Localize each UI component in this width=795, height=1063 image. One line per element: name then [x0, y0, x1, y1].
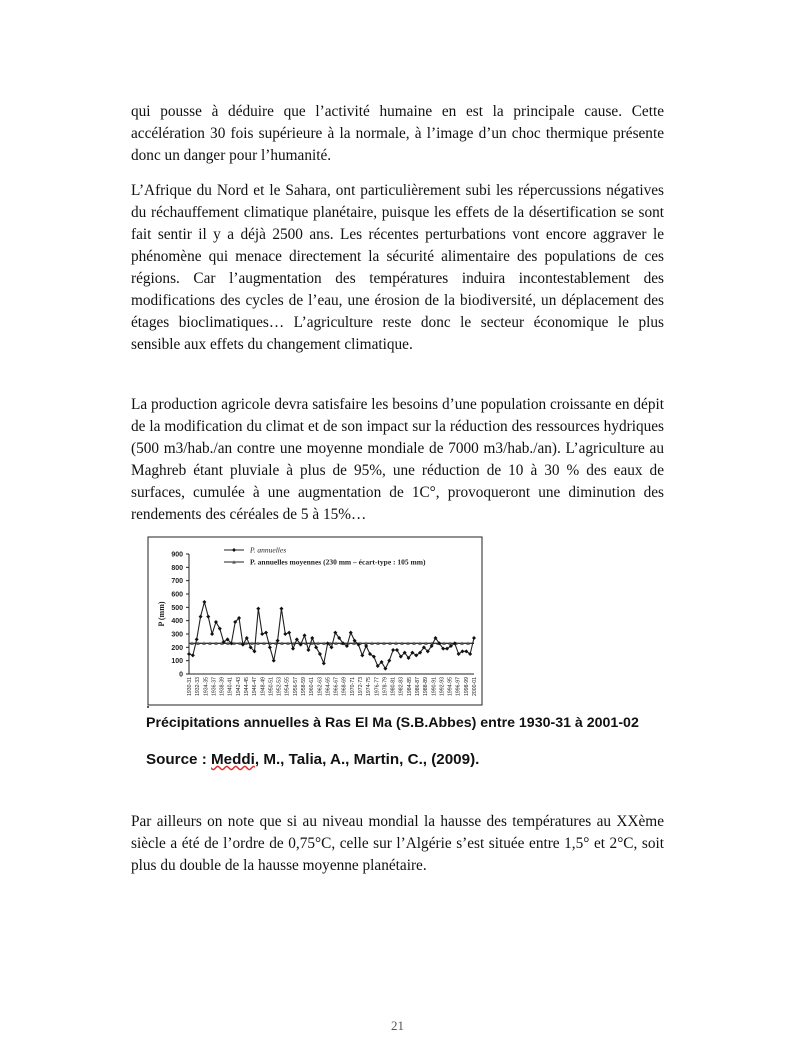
- page-number: 21: [391, 1018, 404, 1033]
- y-tick-label: 600: [171, 591, 183, 599]
- x-tick-label: 1990-91: [431, 677, 438, 697]
- x-tick-label: 1934-35: [203, 677, 210, 697]
- paragraph-north-africa: L’Afrique du Nord et le Sahara, ont particulièrement subi les répercussions négatives du réchauffement climatique planétaire, puisque les effets de la désertification se sont fait sentir il y a déjà 2500 ans. Les récentes perturbations vont encore aggraver le phénomène qui menace directement la sécurité alimentaire des populations de ces régions. Car l’augmentation des températures induira incontestablement des modifications des cycles de l’eau, une érosion de la biodiversité, un déplacement des étages bioclimatiques… L’agriculture reste donc le secteur économique le plus sensible aux effets du changement climatique.: [131, 182, 664, 353]
- x-tick-label: 1972-73: [358, 677, 364, 697]
- x-tick-label: 1970-71: [349, 677, 356, 697]
- x-tick-label: 1938-39: [219, 677, 226, 697]
- figure-source: [146, 751, 479, 768]
- x-tick-label: 1932-33: [195, 677, 202, 697]
- x-tick-label: 1984-85: [406, 677, 413, 697]
- x-tick-label: 1974-75: [366, 677, 373, 697]
- x-tick-label: 1988-89: [423, 677, 430, 697]
- x-tick-label: 1964-65: [325, 677, 332, 697]
- x-tick-label: 1942-43: [235, 677, 242, 697]
- x-tick-label: 1960-61: [309, 677, 316, 697]
- y-axis-label: P (mm): [157, 601, 166, 627]
- y-tick-label: 300: [171, 631, 183, 639]
- x-tick-label: 1996-97: [455, 677, 462, 697]
- paragraph-agriculture: La production agricole devra satisfaire les besoins d’une population croissante en dépit de la modification du climat et de son impact sur la réduction des ressources hydriques (500 m3/hab./an contre une moyenne mondiale de 7000 m3/hab./an). L’agriculture au Maghreb étant pluviale à plus de 95%, une réduction de 10 à 30 % des eaux de surfaces, cumulée à une augmentation de 1C°, provoqueront une diminution des rendements des céréales de 5 à 15%…: [131, 396, 664, 523]
- x-tick-label: 1978-79: [382, 677, 389, 697]
- x-tick-label: 1952-53: [276, 677, 283, 697]
- legend-annual-label: P. annuelles: [250, 545, 287, 555]
- x-tick-label: 1950-51: [268, 677, 275, 697]
- legend-mean-label: P. annuelles moyennes (230 mm – écart-type : 105 mm): [250, 557, 426, 567]
- x-tick-label: 1966-67: [333, 677, 340, 697]
- precipitation-chart: [134, 534, 654, 709]
- figure-caption: Précipitations annuelles à Ras El Ma (S.B.Abbes) entre 1930-31 à 2001-02: [146, 715, 639, 731]
- paragraph-algeria-temperature: Par ailleurs on note que si au niveau mondial la hausse des températures au XXème siècle a été de l’ordre de 0,75°C, celle sur l’Algérie s’est située entre 1,5° et 2°C, soit plus du double de la hausse moyenne planétaire.: [131, 813, 664, 874]
- y-tick-label: 200: [171, 644, 183, 652]
- source-prefix: Source :: [146, 751, 211, 768]
- x-tick-label: 1954-55: [284, 677, 291, 697]
- x-tick-label: 1994-95: [447, 677, 454, 697]
- x-tick-label: 1980-81: [390, 677, 397, 697]
- y-tick-label: 400: [171, 618, 183, 626]
- x-tick-label: 1976-77: [374, 677, 381, 697]
- y-tick-label: 700: [171, 578, 183, 586]
- y-tick-label: 0: [179, 671, 183, 679]
- x-tick-label: 1936-37: [211, 677, 218, 697]
- x-tick-label: 1998-99: [463, 677, 470, 697]
- x-tick-label: 1948-49: [260, 677, 267, 697]
- x-tick-label: 1962-63: [317, 677, 324, 697]
- source-rest: , M., Talia, A., Martin, C., (2009).: [254, 751, 480, 768]
- y-tick-label: 900: [171, 551, 183, 559]
- y-tick-label: 500: [171, 604, 183, 612]
- x-tick-label: 2000-01: [472, 677, 478, 697]
- source-author: Meddi: [211, 751, 255, 768]
- x-tick-label: 1930-31: [187, 677, 193, 697]
- y-tick-label: 100: [171, 658, 183, 666]
- x-tick-label: 1956-57: [292, 677, 299, 697]
- x-tick-label: 1946-47: [252, 677, 259, 697]
- precipitation-figure: [134, 534, 654, 779]
- x-tick-label: 1958-59: [301, 677, 307, 697]
- scan-dot: [147, 706, 149, 708]
- x-tick-label: 1986-87: [415, 677, 421, 697]
- y-tick-label: 800: [171, 564, 183, 572]
- x-tick-label: 1982-83: [398, 677, 405, 697]
- x-tick-label: 1944-45: [244, 677, 250, 697]
- x-tick-label: 1940-41: [227, 677, 234, 697]
- x-tick-label: 1968-69: [341, 677, 348, 697]
- x-tick-label: 1992-93: [439, 677, 446, 697]
- paragraph-intro: qui pousse à déduire que l’activité humaine en est la principale cause. Cette accélération 30 fois supérieure à la normale, à l’image d’un choc thermique présente donc un danger pour l’humanité.: [131, 103, 664, 164]
